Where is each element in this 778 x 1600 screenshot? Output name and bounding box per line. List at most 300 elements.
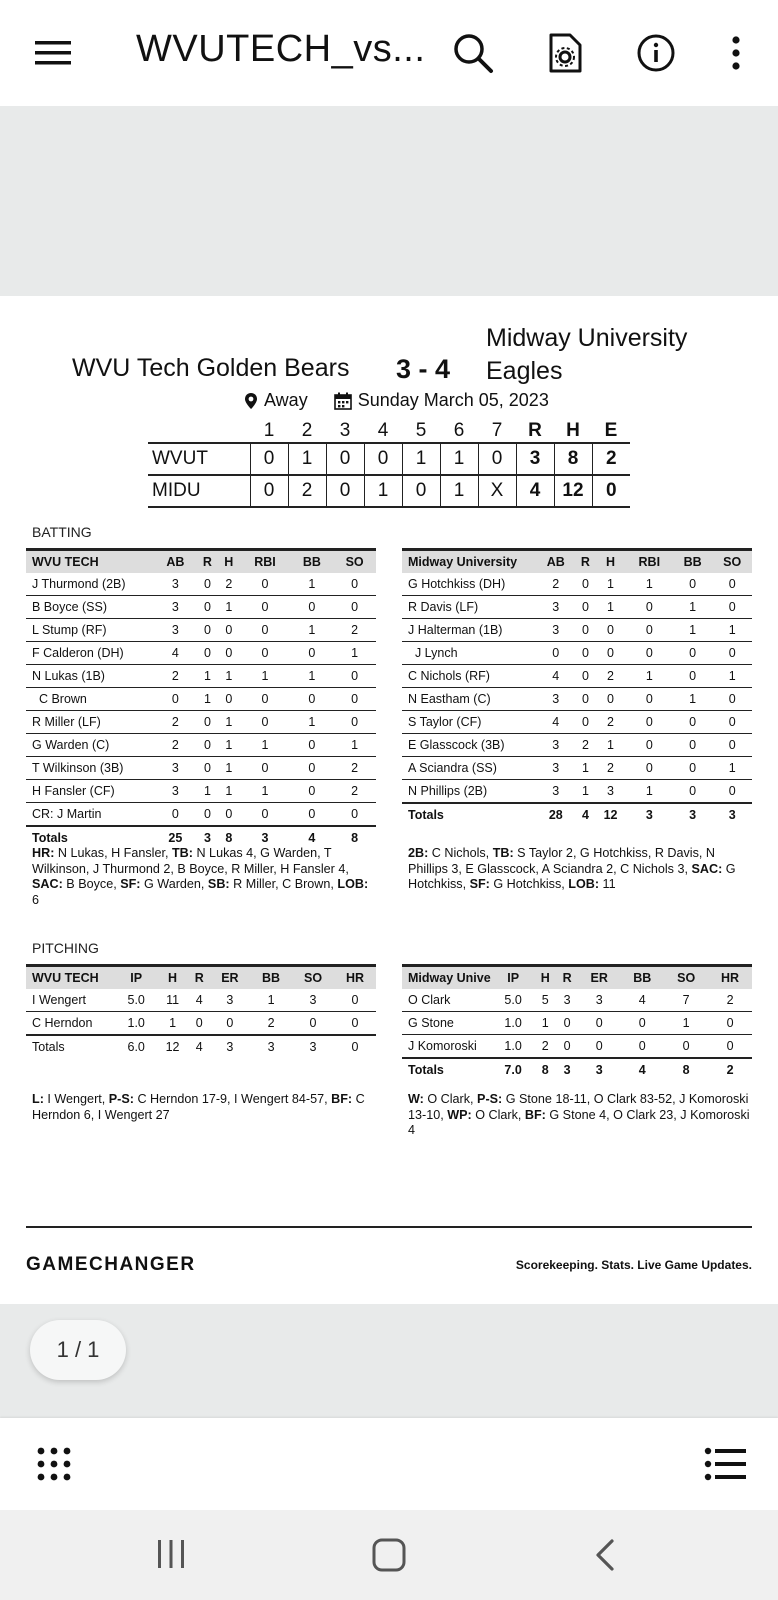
game-date: Sunday March 05, 2023 bbox=[357, 390, 549, 410]
stat-cell: 2 bbox=[218, 573, 239, 596]
stat-cell: 0 bbox=[240, 642, 291, 665]
line-score-row bbox=[148, 475, 630, 507]
note-key: TB: bbox=[492, 846, 514, 860]
stat-cell: 0 bbox=[626, 642, 673, 665]
totals-row bbox=[26, 1035, 376, 1058]
table-header-row bbox=[402, 966, 752, 989]
player-name: N Lukas (1B) bbox=[26, 665, 154, 688]
stat-column-header: SO bbox=[333, 550, 376, 573]
stat-column-header: ER bbox=[210, 966, 250, 989]
inning-runs: 2 bbox=[288, 475, 326, 507]
player-name: G Warden (C) bbox=[26, 734, 154, 757]
table-row bbox=[402, 757, 752, 780]
gamechanger-logo: GAMECHANGER bbox=[26, 1254, 196, 1275]
stat-cell: 0 bbox=[197, 596, 218, 619]
total-cell: 3 bbox=[210, 1035, 250, 1058]
stat-cell: 0 bbox=[189, 1012, 210, 1035]
stat-cell: 11 bbox=[156, 989, 188, 1012]
stat-cell: 4 bbox=[620, 989, 664, 1012]
stat-cell: 1.0 bbox=[116, 1012, 156, 1035]
note-key: SAC: bbox=[691, 861, 723, 876]
player-name: J Halterman (1B) bbox=[402, 619, 536, 642]
stat-cell: 0 bbox=[218, 619, 239, 642]
total-errors: 0 bbox=[592, 475, 630, 507]
footer-tagline: Scorekeeping. Stats. Live Game Updates. bbox=[515, 1258, 752, 1272]
table-row bbox=[26, 688, 376, 711]
stat-cell: 0 bbox=[673, 734, 713, 757]
stat-cell: 0 bbox=[595, 642, 625, 665]
line-score-row bbox=[148, 443, 630, 475]
stat-column-header: H bbox=[218, 550, 239, 573]
runs-header: R bbox=[528, 420, 542, 441]
note-key: WP: bbox=[447, 1107, 472, 1122]
stat-cell: 0 bbox=[333, 573, 376, 596]
stat-column-header: SO bbox=[664, 966, 708, 989]
stat-cell: 1 bbox=[218, 757, 239, 780]
table-row bbox=[26, 711, 376, 734]
stat-cell: 1 bbox=[712, 757, 752, 780]
stat-column-header: IP bbox=[492, 966, 534, 989]
player-name: L Stump (RF) bbox=[26, 619, 154, 642]
table-row bbox=[26, 642, 376, 665]
stat-cell: 2 bbox=[154, 711, 197, 734]
stat-cell: 0 bbox=[712, 780, 752, 803]
stat-cell: 3 bbox=[536, 596, 576, 619]
document-title: WVUTECH_vs... bbox=[136, 28, 426, 70]
stat-cell: 0 bbox=[576, 573, 596, 596]
team-column-header: Midway Unive bbox=[402, 966, 492, 989]
list-icon[interactable] bbox=[704, 1446, 746, 1487]
stat-cell: 2 bbox=[333, 757, 376, 780]
stat-column-header: SO bbox=[292, 966, 334, 989]
stat-cell: 0 bbox=[290, 803, 333, 826]
file-settings-icon[interactable] bbox=[538, 26, 592, 80]
note-value: C Nichols, bbox=[428, 846, 493, 860]
player-name: T Wilkinson (3B) bbox=[26, 757, 154, 780]
stat-cell: 7 bbox=[664, 989, 708, 1012]
total-hits: 8 bbox=[554, 443, 592, 475]
stat-cell: 0 bbox=[240, 803, 291, 826]
stat-cell: 0 bbox=[210, 1012, 250, 1035]
note-key: LOB: bbox=[337, 877, 369, 891]
stat-cell: 0 bbox=[673, 642, 713, 665]
table-row bbox=[26, 573, 376, 596]
stat-cell: 2 bbox=[708, 989, 752, 1012]
stat-cell: 0 bbox=[290, 780, 333, 803]
info-icon[interactable] bbox=[629, 26, 683, 80]
stat-cell: 0 bbox=[626, 688, 673, 711]
table-row bbox=[402, 1012, 752, 1035]
stat-cell: 0 bbox=[218, 642, 239, 665]
note-key: HR: bbox=[32, 846, 55, 860]
stat-cell: 0 bbox=[712, 734, 752, 757]
stat-cell: 1 bbox=[290, 711, 333, 734]
stat-cell: 3 bbox=[595, 780, 625, 803]
inning-runs: 1 bbox=[402, 443, 440, 475]
table-row bbox=[402, 619, 752, 642]
table-row bbox=[402, 1035, 752, 1058]
note-key: SB: bbox=[207, 877, 230, 891]
stat-column-header: SO bbox=[712, 550, 752, 573]
stat-cell: 1 bbox=[626, 573, 673, 596]
stat-cell: 2 bbox=[154, 734, 197, 757]
final-score: 3 - 4 bbox=[396, 354, 451, 384]
note-key: 2B: bbox=[408, 846, 429, 860]
stat-cell: 0 bbox=[673, 711, 713, 734]
stat-cell: 0 bbox=[576, 688, 596, 711]
stat-cell: 5.0 bbox=[116, 989, 156, 1012]
note-value: O Clark, bbox=[423, 1092, 478, 1106]
total-cell: 3 bbox=[626, 803, 673, 826]
inning-runs: 1 bbox=[440, 475, 478, 507]
stat-column-header: AB bbox=[536, 550, 576, 573]
table-row bbox=[402, 573, 752, 596]
total-cell: 8 bbox=[534, 1058, 556, 1081]
stat-cell: 2 bbox=[536, 573, 576, 596]
stat-cell: 0 bbox=[626, 734, 673, 757]
inning-runs: 0 bbox=[402, 475, 440, 507]
stat-cell: 2 bbox=[534, 1035, 556, 1058]
stat-cell: 1 bbox=[333, 642, 376, 665]
total-cell: 12 bbox=[156, 1035, 188, 1058]
stat-cell: 0 bbox=[240, 596, 291, 619]
total-runs: 4 bbox=[516, 475, 554, 507]
viewer-background bbox=[0, 106, 778, 296]
team-abbr: MIDU bbox=[148, 475, 250, 507]
stat-cell: 0 bbox=[626, 757, 673, 780]
pitching-notes-wvu bbox=[32, 1092, 378, 1123]
stat-cell: 0 bbox=[576, 642, 596, 665]
player-name: R Miller (LF) bbox=[26, 711, 154, 734]
stat-cell: 3 bbox=[154, 573, 197, 596]
stat-cell: 1 bbox=[290, 665, 333, 688]
note-key: P-S: bbox=[477, 1092, 503, 1106]
footer-divider bbox=[26, 1226, 752, 1228]
totals-row bbox=[402, 803, 752, 826]
table-header-row bbox=[26, 550, 376, 573]
table-row bbox=[26, 757, 376, 780]
stat-cell: 0 bbox=[578, 1035, 620, 1058]
team-abbr: WVUT bbox=[148, 443, 250, 475]
inning-runs: 0 bbox=[478, 443, 516, 475]
total-hits: 12 bbox=[554, 475, 592, 507]
stat-cell: 0 bbox=[292, 1012, 334, 1035]
stat-cell: 1 bbox=[240, 780, 291, 803]
stat-cell: 1 bbox=[576, 757, 596, 780]
stat-cell: 2 bbox=[250, 1012, 292, 1035]
home-icon[interactable] bbox=[372, 1538, 406, 1577]
stat-cell: 0 bbox=[664, 1035, 708, 1058]
stat-column-header: R bbox=[556, 966, 578, 989]
stat-cell: 0 bbox=[333, 596, 376, 619]
stat-cell: 1 bbox=[218, 780, 239, 803]
inning-runs: 0 bbox=[326, 443, 364, 475]
stat-cell: 0 bbox=[290, 688, 333, 711]
stat-cell: 3 bbox=[536, 757, 576, 780]
stat-column-header: BB bbox=[250, 966, 292, 989]
stat-column-header: BB bbox=[290, 550, 333, 573]
total-cell: 3 bbox=[250, 1035, 292, 1058]
inning-header: 6 bbox=[453, 420, 465, 441]
total-cell: 8 bbox=[218, 826, 239, 849]
note-value: 11 bbox=[599, 877, 616, 891]
line-score bbox=[148, 420, 630, 508]
menu-icon[interactable] bbox=[26, 26, 80, 80]
total-cell: Totals bbox=[26, 1035, 116, 1058]
note-key: BF: bbox=[331, 1092, 353, 1106]
stat-cell: 0 bbox=[712, 573, 752, 596]
stat-cell: 0 bbox=[708, 1012, 752, 1035]
stat-cell: 0 bbox=[626, 619, 673, 642]
note-value: C Herndon 6, I Wengert 27 bbox=[32, 1092, 369, 1122]
stat-cell: 1 bbox=[240, 665, 291, 688]
stat-cell: 0 bbox=[626, 596, 673, 619]
total-cell: 4 bbox=[620, 1058, 664, 1081]
team-column-header: Midway University bbox=[402, 550, 536, 573]
grid-icon[interactable] bbox=[36, 1446, 72, 1487]
stat-cell: 1 bbox=[626, 665, 673, 688]
table-row bbox=[26, 665, 376, 688]
table-row bbox=[26, 803, 376, 826]
stat-cell: 0 bbox=[197, 803, 218, 826]
total-errors: 2 bbox=[592, 443, 630, 475]
stat-cell: 2 bbox=[595, 711, 625, 734]
total-cell: 4 bbox=[290, 826, 333, 849]
stat-cell: 0 bbox=[712, 711, 752, 734]
stat-cell: 1 bbox=[250, 989, 292, 1012]
table-row bbox=[26, 734, 376, 757]
stat-cell: 1 bbox=[333, 734, 376, 757]
stat-cell: 0 bbox=[197, 573, 218, 596]
stat-cell: 0 bbox=[712, 688, 752, 711]
stat-column-header: H bbox=[156, 966, 188, 989]
player-name: CR: J Martin bbox=[26, 803, 154, 826]
totals-row bbox=[402, 1058, 752, 1081]
stat-cell: 1 bbox=[218, 734, 239, 757]
stat-cell: 0 bbox=[333, 711, 376, 734]
note-value: G Hotchkiss, bbox=[489, 877, 569, 891]
stat-cell: 3 bbox=[536, 780, 576, 803]
player-name: R Davis (LF) bbox=[402, 596, 536, 619]
table-row bbox=[26, 596, 376, 619]
bottom-toolbar bbox=[0, 1418, 778, 1510]
stat-cell: 1 bbox=[534, 1012, 556, 1035]
pitching-section-label: PITCHING bbox=[32, 940, 99, 956]
total-cell: 7.0 bbox=[492, 1058, 534, 1081]
game-meta bbox=[244, 390, 549, 411]
note-value: S Taylor 2, G Hotchkiss, R Davis, N Phillips 3, E Glasscock, A Sciandra 2, C Nichols 3, bbox=[408, 846, 719, 876]
total-cell: 3 bbox=[578, 1058, 620, 1081]
inning-header: 1 bbox=[263, 420, 275, 441]
total-cell: 3 bbox=[292, 1035, 334, 1058]
table-row bbox=[26, 780, 376, 803]
back-icon[interactable] bbox=[594, 1538, 616, 1577]
player-name: H Fansler (CF) bbox=[26, 780, 154, 803]
player-name: C Herndon bbox=[26, 1012, 116, 1035]
stat-cell: 0 bbox=[620, 1012, 664, 1035]
stat-cell: 2 bbox=[333, 619, 376, 642]
total-cell: 3 bbox=[556, 1058, 578, 1081]
stat-cell: 0 bbox=[712, 596, 752, 619]
stat-cell: 2 bbox=[154, 665, 197, 688]
inning-header: 5 bbox=[415, 420, 427, 441]
stat-cell: 1 bbox=[626, 780, 673, 803]
stat-cell: 4 bbox=[154, 642, 197, 665]
team-column-header: WVU TECH bbox=[26, 550, 154, 573]
total-cell: 8 bbox=[664, 1058, 708, 1081]
total-cell: 4 bbox=[189, 1035, 210, 1058]
search-icon[interactable] bbox=[446, 26, 500, 80]
stat-cell: 1 bbox=[673, 619, 713, 642]
stat-cell: 0 bbox=[536, 642, 576, 665]
stat-cell: 1 bbox=[197, 688, 218, 711]
stat-cell: 3 bbox=[210, 989, 250, 1012]
stat-cell: 0 bbox=[333, 803, 376, 826]
stat-cell: 0 bbox=[218, 688, 239, 711]
total-cell: 25 bbox=[154, 826, 197, 849]
game-location: Away bbox=[264, 390, 308, 410]
stat-column-header: H bbox=[595, 550, 625, 573]
stat-cell: 0 bbox=[556, 1035, 578, 1058]
player-name: J Komoroski bbox=[402, 1035, 492, 1058]
stat-cell: 0 bbox=[708, 1035, 752, 1058]
table-header-row bbox=[26, 966, 376, 989]
total-runs: 3 bbox=[516, 443, 554, 475]
stat-cell: 3 bbox=[536, 734, 576, 757]
stat-column-header: HR bbox=[334, 966, 376, 989]
stat-cell: 1 bbox=[218, 596, 239, 619]
table-row bbox=[402, 596, 752, 619]
note-value: N Lukas, H Fansler, bbox=[54, 846, 172, 860]
stat-column-header: BB bbox=[620, 966, 664, 989]
stat-column-header: AB bbox=[154, 550, 197, 573]
inning-runs: 0 bbox=[250, 475, 288, 507]
stat-cell: 0 bbox=[197, 757, 218, 780]
match-header bbox=[0, 320, 778, 390]
inning-header: 2 bbox=[301, 420, 313, 441]
player-name: J Lynch bbox=[402, 642, 536, 665]
stat-column-header: H bbox=[534, 966, 556, 989]
player-name: G Stone bbox=[402, 1012, 492, 1035]
stat-cell: 0 bbox=[576, 711, 596, 734]
table-row bbox=[26, 1012, 376, 1035]
stat-cell: 0 bbox=[673, 780, 713, 803]
inning-runs: 0 bbox=[364, 443, 402, 475]
inning-runs: X bbox=[478, 475, 516, 507]
note-key: LOB: bbox=[568, 877, 600, 891]
table-row bbox=[402, 711, 752, 734]
player-name: F Calderon (DH) bbox=[26, 642, 154, 665]
total-cell: 8 bbox=[333, 826, 376, 849]
note-value: C Herndon 17-9, I Wengert 84-57, bbox=[133, 1092, 332, 1106]
player-name: O Clark bbox=[402, 989, 492, 1012]
table-row bbox=[402, 642, 752, 665]
inning-header: 4 bbox=[377, 420, 389, 441]
stat-cell: 1 bbox=[664, 1012, 708, 1035]
system-nav-bar bbox=[0, 1510, 778, 1600]
note-value: R Miller, C Brown, bbox=[229, 877, 338, 891]
note-key: BF: bbox=[524, 1107, 546, 1122]
note-key: SAC: bbox=[32, 877, 63, 891]
stat-column-header: RBI bbox=[240, 550, 291, 573]
note-key: SF: bbox=[469, 877, 490, 891]
stat-cell: 5 bbox=[534, 989, 556, 1012]
inning-header: 7 bbox=[491, 420, 503, 441]
stat-cell: 4 bbox=[189, 989, 210, 1012]
total-cell: 6.0 bbox=[116, 1035, 156, 1058]
stat-cell: 1 bbox=[156, 1012, 188, 1035]
stat-cell: 3 bbox=[536, 619, 576, 642]
stat-cell: 0 bbox=[290, 642, 333, 665]
stat-cell: 0 bbox=[556, 1012, 578, 1035]
total-cell: 3 bbox=[673, 803, 713, 826]
stat-column-header: IP bbox=[116, 966, 156, 989]
stat-cell: 2 bbox=[333, 780, 376, 803]
stat-cell: 3 bbox=[154, 780, 197, 803]
stat-cell: 1.0 bbox=[492, 1012, 534, 1035]
stat-column-header: R bbox=[197, 550, 218, 573]
stat-column-header: ER bbox=[578, 966, 620, 989]
player-name: A Sciandra (SS) bbox=[402, 757, 536, 780]
stat-cell: 3 bbox=[154, 596, 197, 619]
stat-cell: 3 bbox=[154, 619, 197, 642]
inning-runs: 1 bbox=[288, 443, 326, 475]
player-name: N Eastham (C) bbox=[402, 688, 536, 711]
stat-cell: 0 bbox=[240, 573, 291, 596]
total-cell: Totals bbox=[26, 826, 154, 849]
more-vert-icon[interactable] bbox=[709, 26, 763, 80]
stat-cell: 2 bbox=[576, 734, 596, 757]
stat-cell: 1 bbox=[197, 665, 218, 688]
page-indicator: 1 / 1 bbox=[30, 1320, 126, 1380]
errors-header: E bbox=[604, 420, 618, 441]
recents-icon[interactable] bbox=[156, 1538, 186, 1575]
batting-notes-wvu bbox=[32, 846, 378, 908]
total-cell: Totals bbox=[402, 1058, 492, 1081]
stat-cell: 0 bbox=[334, 1012, 376, 1035]
player-name: S Taylor (CF) bbox=[402, 711, 536, 734]
stat-column-header: HR bbox=[708, 966, 752, 989]
stat-cell: 0 bbox=[333, 688, 376, 711]
stat-cell: 0 bbox=[290, 757, 333, 780]
stat-cell: 0 bbox=[290, 596, 333, 619]
player-name: J Thurmond (2B) bbox=[26, 573, 154, 596]
stat-cell: 0 bbox=[240, 688, 291, 711]
pitching-notes-midway bbox=[408, 1092, 754, 1139]
player-name: G Hotchkiss (DH) bbox=[402, 573, 536, 596]
note-value: G Stone 18-11, O Clark 83-52, J Komoroski 13-10, bbox=[408, 1092, 752, 1122]
stat-cell: 0 bbox=[197, 642, 218, 665]
away-team-name: Midway University Eagles bbox=[486, 324, 688, 385]
total-cell: 2 bbox=[708, 1058, 752, 1081]
note-key: SF: bbox=[120, 877, 141, 891]
note-value: G Warden, bbox=[140, 877, 208, 891]
batting-table-wvu bbox=[26, 548, 376, 849]
stat-cell: 1 bbox=[595, 734, 625, 757]
player-name: B Boyce (SS) bbox=[26, 596, 154, 619]
note-value: G Stone 4, O Clark 23, J Komoroski 4 bbox=[408, 1107, 754, 1137]
stat-column-header: RBI bbox=[626, 550, 673, 573]
stat-cell: 3 bbox=[536, 688, 576, 711]
player-name: I Wengert bbox=[26, 989, 116, 1012]
stat-cell: 0 bbox=[154, 688, 197, 711]
stat-cell: 1 bbox=[290, 573, 333, 596]
note-key: L: bbox=[32, 1092, 44, 1106]
hits-header: H bbox=[566, 420, 580, 441]
stat-column-header: R bbox=[189, 966, 210, 989]
stat-cell: 3 bbox=[154, 757, 197, 780]
table-row bbox=[402, 989, 752, 1012]
